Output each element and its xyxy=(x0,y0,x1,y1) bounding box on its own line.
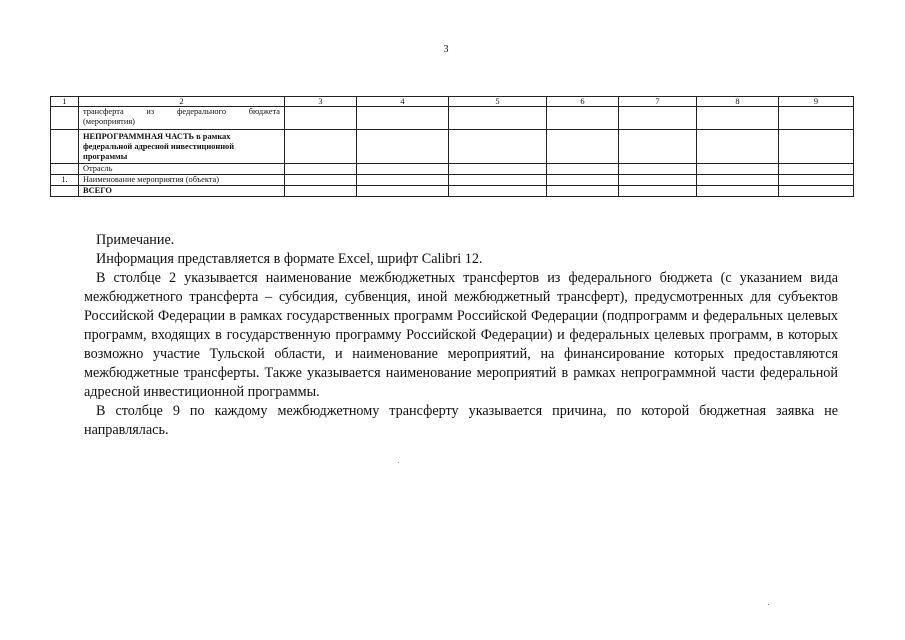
paragraph-column-2: В столбце 2 указывается наименование межбюджетных трансфертов из федерального бюджета (с указанием вида межбюджетного трансферта – субсидия, субвенция, иной межбюджетный трансферт), предусмотренных для субъектов Российской Федерации в рамках государственных программ Российской Федерации (подпрограмм и федеральных целевых программ, входящих в государственную программу Российской Федерации) и федеральных целевых программ, в которых возможно участие Тульской области, и наименование мероприятий, на финансирование которых предоставляются межбюджетные трансферты. Также указывается наименование мероприятий в рамках непрограммной части федеральной адресной инвестиционной программы. xyxy=(84,270,838,400)
column-header: 3 xyxy=(285,97,357,107)
table-row xyxy=(51,175,854,186)
row-label: ВСЕГО xyxy=(79,186,285,197)
column-header: 2 xyxy=(79,97,285,107)
row-label: Отрасль xyxy=(79,164,285,175)
table-row xyxy=(51,107,854,130)
column-header: 9 xyxy=(779,97,854,107)
column-header: 7 xyxy=(619,97,697,107)
table-row xyxy=(51,164,854,175)
column-header: 1 xyxy=(51,97,79,107)
table-row xyxy=(51,130,854,164)
budget-table xyxy=(50,96,854,197)
row-number xyxy=(51,186,79,197)
note-title: Примечание. xyxy=(96,232,175,248)
note-body xyxy=(84,269,838,440)
row-label-line: трансферта из федерального бюджета xyxy=(83,107,280,116)
scan-speck xyxy=(768,604,769,605)
row-number xyxy=(51,130,79,164)
row-label: НЕПРОГРАММНАЯ ЧАСТЬ в рамках федеральной адресной инвестиционной программы xyxy=(79,130,285,164)
row-label-line: (мероприятия) xyxy=(83,117,135,126)
scan-speck xyxy=(398,462,399,463)
row-number xyxy=(51,164,79,175)
paragraph-column-9: В столбце 9 по каждому межбюджетному трансферту указывается причина, по которой бюджетная заявка не направлялась. xyxy=(84,403,838,438)
table-row xyxy=(51,186,854,197)
row-number: 1. xyxy=(51,175,79,186)
column-header: 8 xyxy=(697,97,779,107)
column-header: 6 xyxy=(547,97,619,107)
column-header: 4 xyxy=(357,97,449,107)
row-label xyxy=(79,107,285,130)
column-header: 5 xyxy=(449,97,547,107)
format-line: Информация представляется в формате Excel, шрифт Calibri 12. xyxy=(96,251,483,267)
row-number xyxy=(51,107,79,130)
note-heading-block xyxy=(96,231,482,269)
table-header-row xyxy=(51,97,854,107)
page-number: 3 xyxy=(443,44,449,55)
row-label: Наименование мероприятия (объекта) xyxy=(79,175,285,186)
